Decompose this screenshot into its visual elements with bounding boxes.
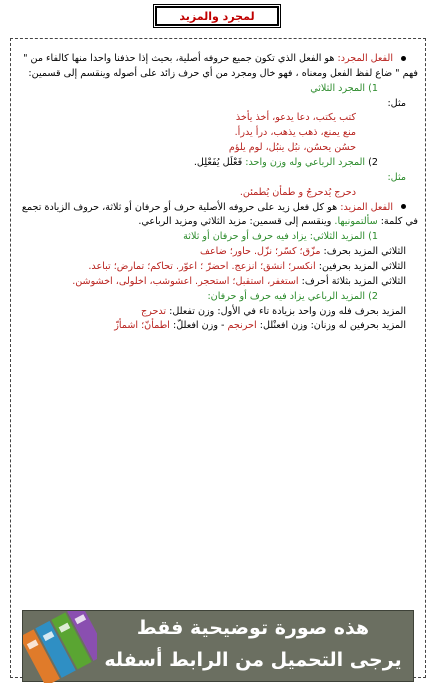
mazid-label: الفعل المزيد: bbox=[340, 201, 393, 213]
rule-text: الثلاثي المزيد بثلاثة أحرف: bbox=[298, 275, 406, 287]
heading-number: 2) bbox=[368, 290, 378, 302]
rule-example: انكسر؛ انشق؛ انزعج. احضرّ ؛ اعوّر. تحاكم؛ تمارض؛ تباعد. bbox=[88, 261, 316, 273]
rule-text: الثلاثي المزيد بحرفين: bbox=[315, 261, 406, 273]
mazid-definition-cont bbox=[18, 215, 418, 230]
heading-number: 1) bbox=[368, 231, 378, 243]
rule-example: تدحرج bbox=[140, 305, 167, 317]
mujarrad-text: هو الفعل الذي تكون جميع حروفه أصلية، بحيث إذا حذفنا واحدا منها كالفاء من " bbox=[23, 53, 338, 64]
rule-example: اطمأنّ؛ اشمأزّ bbox=[114, 320, 170, 332]
example-label: مثل: bbox=[387, 171, 406, 183]
rule-line bbox=[18, 275, 418, 290]
mujarrad-definition-line bbox=[18, 52, 418, 67]
mazid-text: هو كل فعل زيد على حروفه الأصلية حرف أو حرفان أو ثلاثة، حروف الزيادة تجمع bbox=[21, 201, 341, 213]
example-line: دحرج يُدحرجُ و طمأن يُطمئن. bbox=[239, 186, 356, 198]
heading-thulathi-mazid bbox=[18, 230, 418, 245]
bullet-icon bbox=[401, 56, 406, 61]
heading-label: المجرد الثلاثي bbox=[310, 82, 366, 94]
heading-thulathi-mujarrad bbox=[18, 82, 418, 97]
document-body bbox=[18, 52, 418, 334]
rule-example: مزّق؛ كسّر؛ نزّل. حاور؛ ضاعف bbox=[200, 246, 321, 258]
heading-rubai-mazid bbox=[18, 290, 418, 305]
banner-line-1: هذه صورة توضيحية فقط bbox=[136, 617, 370, 639]
bullet-icon bbox=[401, 204, 406, 209]
rule-line bbox=[18, 245, 418, 260]
rule-line bbox=[18, 305, 418, 320]
heading-label: المزيد الرباعي يزاد فيه حرف أو حرفان: bbox=[207, 290, 366, 302]
heading-rubai-mujarrad bbox=[18, 156, 418, 171]
mujarrad-label: الفعل المجرد: bbox=[337, 53, 393, 64]
heading-number: 1) bbox=[368, 82, 378, 94]
rule-text: المزيد بحرف فله وزن واحد بزيادة تاء في الأول: وزن تفعلل: bbox=[166, 305, 406, 317]
mazid-text-cont: في كلمة: bbox=[377, 216, 418, 228]
preview-banner[interactable] bbox=[22, 610, 414, 682]
heading-label: المجرد الرباعي وله وزن واحد: bbox=[245, 157, 366, 169]
example-line: كتب يكتب، دعا يدعو، أخذ يأخذ bbox=[235, 112, 356, 124]
rule-text: المزيد بحرفين له وزنان: وزن افعنْلل: bbox=[256, 320, 406, 332]
heading-number: 2) bbox=[368, 157, 378, 169]
mazid-definition-line bbox=[18, 201, 418, 216]
page-title: لمجرد والمزيد bbox=[155, 6, 279, 26]
books-icon bbox=[23, 611, 97, 683]
rule-example: استغفر، استقبل؛ استحجر. اعشوشب، اخلولى، اخشوشن. bbox=[72, 275, 299, 287]
mujarrad-definition-cont: فهم " ضاع لفظ الفعل ومعناه ، فهو خال ومجرد من أي حرف زائد على أصوله وينقسم إلى قسمين: bbox=[28, 67, 418, 79]
zawaid-word: سألتمونيها. bbox=[334, 216, 378, 228]
example-line: حسُن يحسُن، نبُل ينبُل، لوم يلؤم bbox=[228, 142, 356, 154]
rule-line bbox=[18, 260, 418, 275]
rule-example: احرنجم bbox=[227, 320, 257, 332]
heading-text: فَعْلَل يُفَعْلِل. bbox=[193, 157, 246, 169]
rule-text: الثلاثي المزيد بحرف: bbox=[320, 246, 406, 258]
mazid-text-rest: وينقسم إلى قسمين: مزيد الثلاثي ومزيد الرباعي. bbox=[138, 216, 335, 228]
banner-line-2: يرجى التحميل من الرابط أسفله bbox=[104, 649, 402, 671]
rule-line bbox=[18, 319, 418, 334]
heading-label: المزيد الثلاثي: يزاد فيه حرف أو حرفان أو ثلاثة bbox=[183, 231, 366, 243]
example-line: منع يمنع، ذهب يذهب، درأ يدرأ. bbox=[234, 127, 356, 139]
rule-text-mid: - وزن افعللّ: bbox=[169, 320, 228, 332]
example-label: مثل: bbox=[387, 97, 406, 109]
